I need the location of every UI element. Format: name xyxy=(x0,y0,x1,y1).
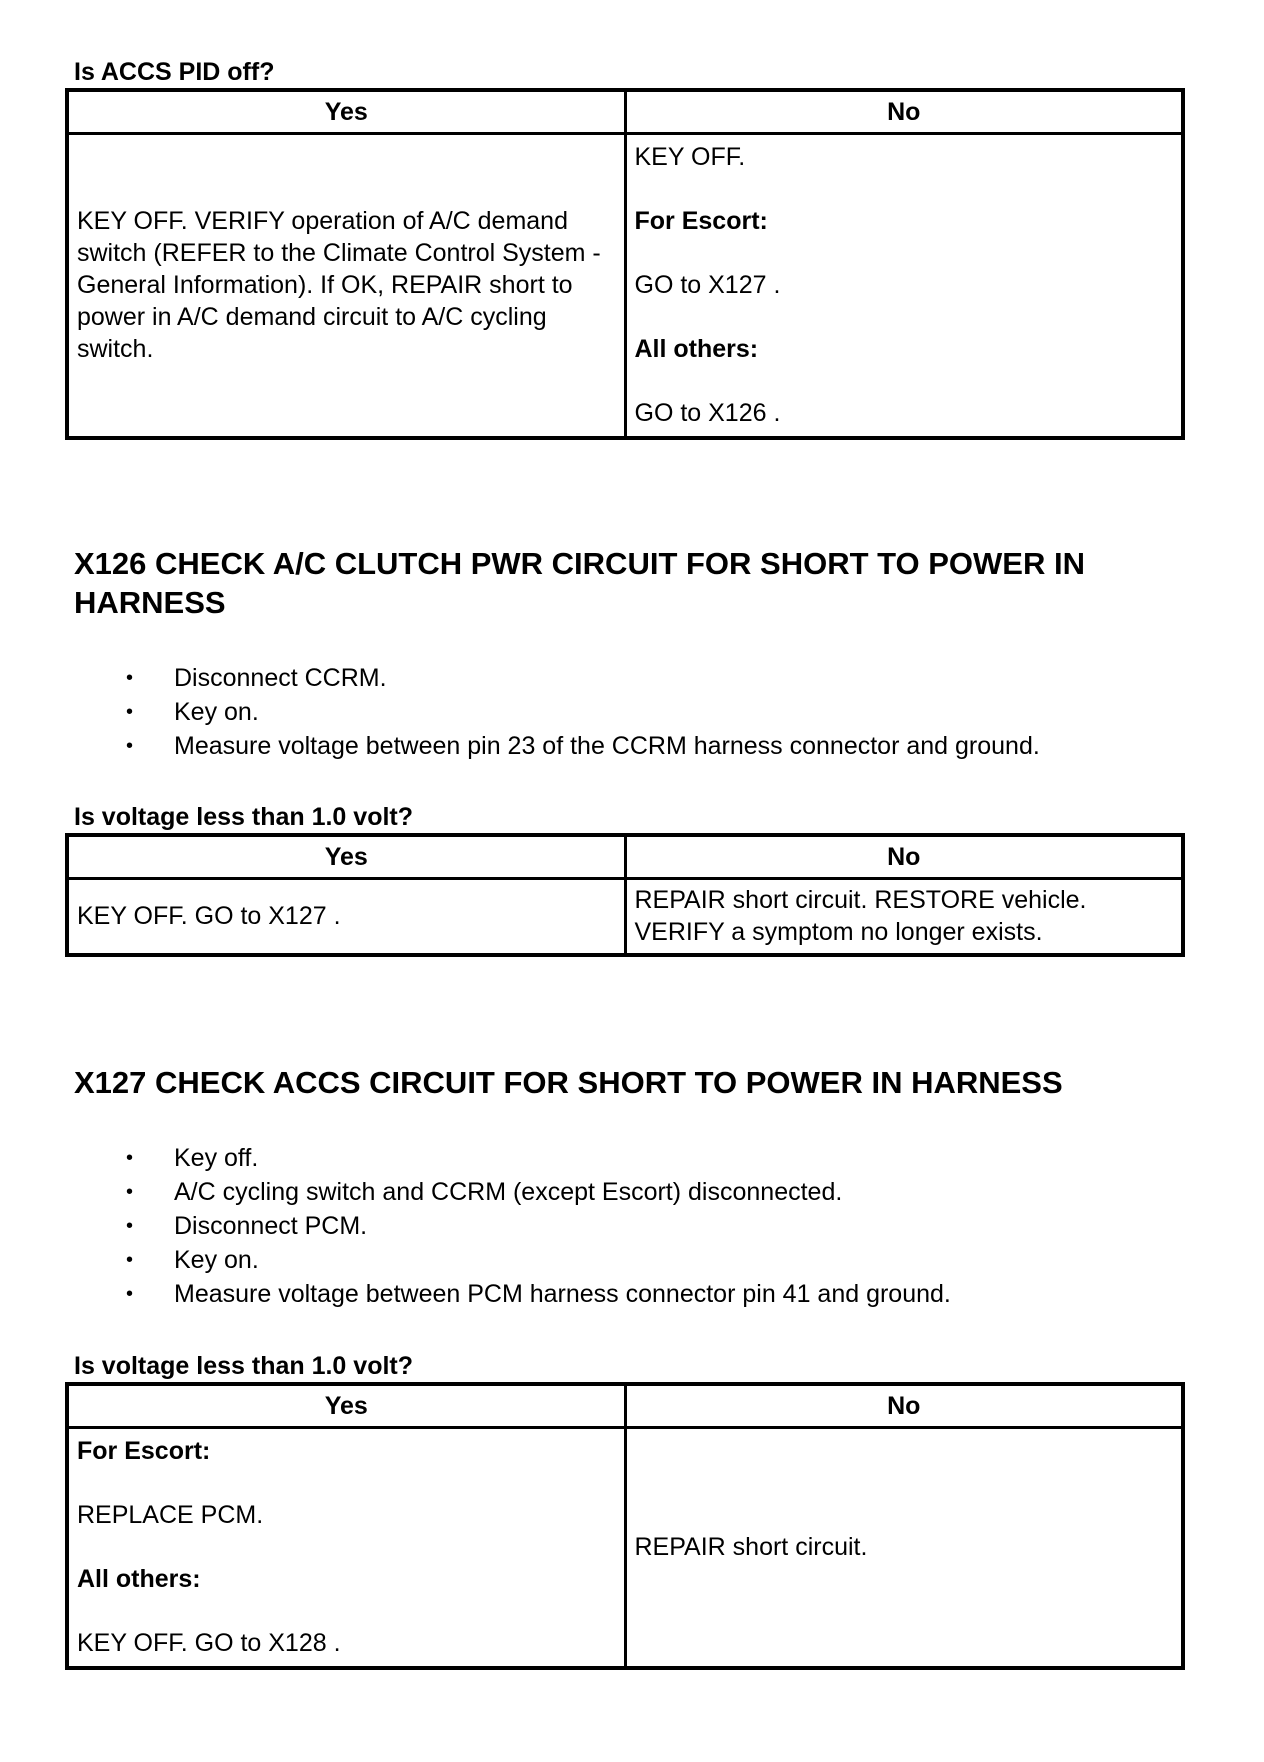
list-item: • Measure voltage between PCM harness connector pin 41 and ground. xyxy=(126,1280,951,1308)
section-heading-x127: X127 CHECK ACCS CIRCUIT FOR SHORT TO POWER IN HARNESS xyxy=(74,1065,1063,1100)
list-item: • Disconnect PCM. xyxy=(126,1212,368,1240)
header-yes: Yes xyxy=(67,835,625,879)
header-no: No xyxy=(625,835,1183,879)
steps-list-x127 xyxy=(120,1141,951,1311)
cell-yes: KEY OFF. VERIFY operation of A/C demand switch (REFER to the Climate Control System - General Information). If OK, REPAIR short to power in A/C demand circuit to A/C cycling switch. xyxy=(67,134,625,438)
cell-no: KEY OFF. For Escort: GO to X127 . All others: GO to X126 . xyxy=(625,134,1183,438)
cell-yes: For Escort: REPLACE PCM. All others: KEY OFF. GO to X128 . xyxy=(67,1428,625,1668)
steps-list-x126 xyxy=(120,661,1040,763)
question-voltage-x126: Is voltage less than 1.0 volt? xyxy=(74,803,414,831)
header-yes: Yes xyxy=(67,90,625,134)
list-item: • Disconnect CCRM. xyxy=(126,664,387,692)
list-item: • Key on. xyxy=(126,1246,259,1274)
header-no: No xyxy=(625,90,1183,134)
header-no: No xyxy=(625,1384,1183,1428)
list-item: • Measure voltage between pin 23 of the CCRM harness connector and ground. xyxy=(126,732,1040,760)
table-x127 xyxy=(65,1382,1185,1670)
cell-no: REPAIR short circuit. xyxy=(625,1428,1183,1668)
table-x126 xyxy=(65,833,1185,957)
list-item: • Key on. xyxy=(126,698,259,726)
header-yes: Yes xyxy=(67,1384,625,1428)
list-item: • Key off. xyxy=(126,1144,259,1172)
list-item: • A/C cycling switch and CCRM (except Escort) disconnected. xyxy=(126,1178,843,1206)
section-heading-x126: X126 CHECK A/C CLUTCH PWR CIRCUIT FOR SHORT TO POWER IN HARNESS xyxy=(74,546,1085,620)
question-accs-pid: Is ACCS PID off? xyxy=(74,58,275,86)
cell-no: REPAIR short circuit. RESTORE vehicle. VERIFY a symptom no longer exists. xyxy=(625,879,1183,955)
question-voltage-x127: Is voltage less than 1.0 volt? xyxy=(74,1352,414,1380)
table-accs-pid xyxy=(65,88,1185,440)
cell-yes: KEY OFF. GO to X127 . xyxy=(67,879,625,955)
